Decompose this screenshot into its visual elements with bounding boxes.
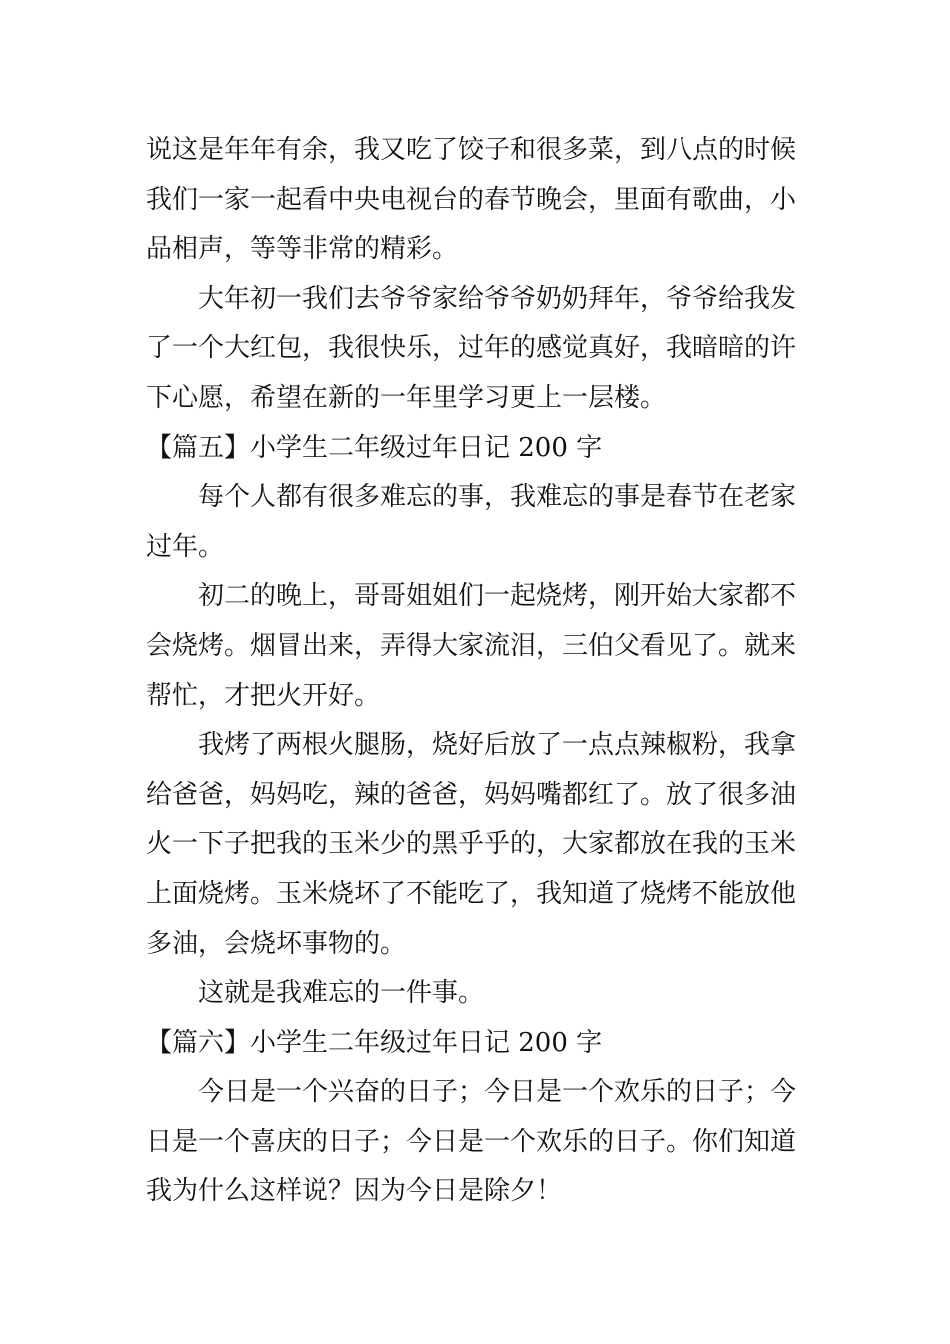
paragraph-first-line: 这就是我难忘的一件事。 — [198, 978, 485, 1009]
text-line: 下心愿，希望在新的一年里学习更上一层楼。 — [146, 382, 667, 413]
text-line: 过年。 — [146, 531, 225, 562]
text-line: 给爸爸，妈妈吃，辣的爸爸，妈妈嘴都红了。放了很多油 — [146, 779, 797, 810]
paragraph-first-line: 初二的晚上，哥哥姐姐们一起烧烤，刚开始大家都不 — [198, 581, 797, 612]
section-heading-5: 【篇五】小学生二年级过年日记 200 字 — [146, 432, 603, 463]
text-line: 说这是年年有余，我又吃了饺子和很多菜，到八点的时候 — [146, 135, 797, 165]
text-line: 火一下子把我的玉米少的黑乎乎的，大家都放在我的玉米 — [146, 829, 797, 860]
paragraph-first-line: 我烤了两根火腿肠，烧好后放了一点点辣椒粉，我拿 — [198, 730, 797, 761]
section-heading-6: 【篇六】小学生二年级过年日记 200 字 — [146, 1027, 603, 1058]
text-line: 多油，会烧坏事物的。 — [146, 928, 407, 959]
paragraph-first-line: 今日是一个兴奋的日子；今日是一个欢乐的日子；今 — [198, 1077, 797, 1108]
text-line: 帮忙，才把火开好。 — [146, 680, 381, 711]
text-line: 上面烧烤。玉米烧坏了不能吃了，我知道了烧烤不能放他 — [146, 878, 797, 909]
document-body — [146, 126, 808, 1217]
text-line: 会烧烤。烟冒出来，弄得大家流泪，三伯父看见了。就来 — [146, 630, 797, 661]
paragraph-first-line: 每个人都有很多难忘的事，我难忘的事是春节在老家 — [198, 482, 797, 513]
text-line: 品相声，等等非常的精彩。 — [146, 234, 459, 265]
text-line: 我为什么这样说？因为今日是除夕！ — [146, 1176, 563, 1207]
text-line: 了一个大红包，我很快乐，过年的感觉真好，我暗暗的许 — [146, 333, 797, 364]
text-line: 我们一家一起看中央电视台的春节晚会，里面有歌曲，小 — [146, 184, 797, 215]
text-line: 日是一个喜庆的日子；今日是一个欢乐的日子。你们知道 — [146, 1126, 797, 1157]
paragraph-first-line: 大年初一我们去爷爷家给爷爷奶奶拜年，爷爷给我发 — [198, 283, 797, 314]
